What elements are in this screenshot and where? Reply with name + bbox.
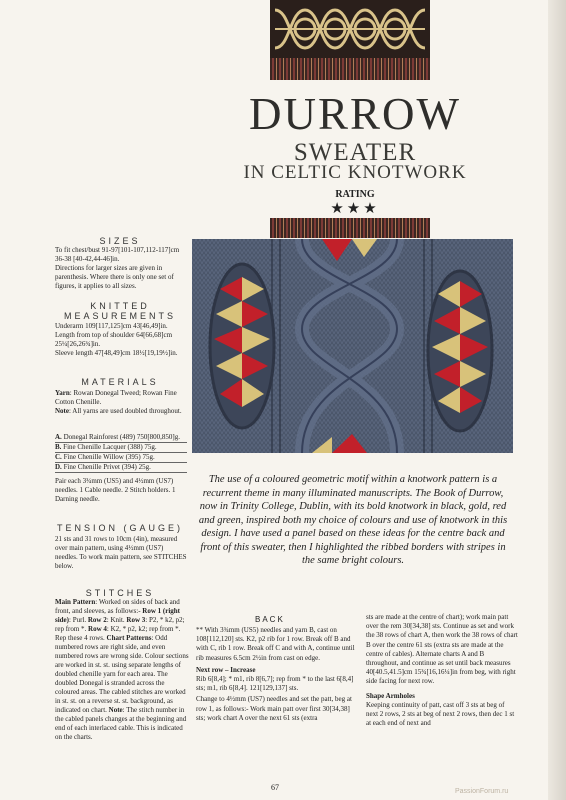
yarn-label: Yarn bbox=[55, 389, 70, 397]
yarn-row: C. Fine Chenille Willow (395) 75g. bbox=[55, 453, 187, 463]
yarn-row: D. Fine Chenille Privet (394) 25g. bbox=[55, 463, 187, 473]
back-paragraph-2: Rib 6[8,4]; * m1, rib 8[6,7]; rep from * to the last 6[8,4] sts; m1, rib 6[8,4]. 121[129,137] sts. bbox=[196, 675, 354, 693]
yarn-text: : Rowan Donegal Tweed; Rowan Fine Cotton Chenille. bbox=[55, 389, 177, 406]
next-row-increase-label: Next row – Increase bbox=[196, 665, 256, 674]
yarn-list bbox=[55, 433, 187, 473]
stitches-text: Main Pattern: Worked on sides of back and front, and sleeves, as follows:- Row 1 (right side): Purl. Row 2: Knit. Row 3: P2, * k2, p2; rep from *. Row 4: K2, * p2, k2; rep from *. Rep these 4 rows. Chart Patterns: Odd numbered rows are right side, and even numbered rows are wrong side. Colour sections are worked in st. st. using separate lengths of doubled chenille yarn for each area. The doubled Donegal is stranded across the coloured areas. The cabled stitches are worked in st. st. on a reverse st. st. background, as indicated on chart. Note: The stitch number in the cabled panels changes at the beginning and end of each interlaced cable. This is indicated on the charts. bbox=[55, 598, 189, 741]
yarn-row: B. Fine Chenille Lacquer (388) 75g. bbox=[55, 443, 187, 453]
sizes-heading: SIZES bbox=[99, 236, 141, 246]
rating-label: RATING bbox=[335, 189, 375, 200]
title-subtitle-2: IN CELTIC KNOTWORK bbox=[243, 162, 467, 183]
sizes-text bbox=[55, 246, 187, 291]
back-paragraph-3: Change to 4½mm (US7) needles and set the patt, beg at row 1, as follows:- Work main patt over first 30[34,38] sts; work chart A over the next 61 sts (extra bbox=[196, 695, 352, 722]
yarn-row: A. Donegal Rainforest (489) 750[800,850]g. bbox=[55, 433, 187, 443]
sizes-line-2: 36-38 [40-42,44-46]in. bbox=[55, 255, 120, 263]
shape-armholes-label: Shape Armholes bbox=[366, 691, 415, 700]
measurement-line-1: Underarm 109[117,125]cm 43[46,49]in. bbox=[55, 322, 168, 330]
stripe-border-top bbox=[270, 58, 430, 80]
page-number: 67 bbox=[271, 783, 279, 792]
rating-stars: ★★★ bbox=[330, 201, 380, 217]
stripe-border-bottom bbox=[270, 218, 430, 238]
sizes-line-1: To fit chest/bust 91-97[101-107,112-117]cm bbox=[55, 246, 180, 254]
knotwork-ornament bbox=[270, 0, 430, 58]
right-column-text bbox=[366, 613, 518, 728]
watermark: PassionForum.ru bbox=[455, 788, 509, 795]
page-title: DURROW bbox=[249, 89, 461, 139]
tension-text: 21 sts and 31 rows to 10cm (4in), measured over main pattern, using 4½mm (US7) needles. To work main pattern, see STITCHES below. bbox=[55, 535, 187, 570]
note-text: : All yarns are used doubled throughout. bbox=[69, 407, 182, 415]
measurements-text bbox=[55, 322, 187, 358]
measurements-heading-2: MEASUREMENTS bbox=[63, 311, 176, 321]
measurement-line-3: 25¼[26,26¾]in. bbox=[55, 340, 101, 348]
measurement-line-4: Sleeve length 47[48,49]cm 18½[19,19½]in. bbox=[55, 349, 178, 357]
materials-text bbox=[55, 389, 187, 416]
measurements-heading-1: KNITTED bbox=[90, 301, 150, 311]
right-paragraph-1: sts are made at the centre of chart); work main patt over the rem 30[34,38] sts. Continue as set and work the 38 rows of chart A, then work the 38 rows of chart B over the centre 61 sts (extra sts are made at the centre of cables). Alternate charts A and B throughout, and continue as set until back measures 40[40.5,41.5]cm 15¾[16,16¼]in from beg, with right side facing for next row. bbox=[366, 613, 518, 686]
sizes-line-3: Directions for larger sizes are given in parenthesis. Where there is only one set of figures, it applies to all sizes. bbox=[55, 264, 174, 290]
measurement-line-2: Length from top of shoulder 64[66,68]cm bbox=[55, 331, 173, 339]
sweater-photo bbox=[192, 239, 513, 453]
materials-heading: MATERIALS bbox=[81, 377, 159, 387]
note-label: Note bbox=[55, 407, 69, 415]
back-heading: BACK bbox=[255, 615, 285, 624]
tension-heading: TENSION (GAUGE) bbox=[56, 523, 183, 533]
back-paragraph-1: ** With 3¾mm (US5) needles and yarn B, cast on 108[112,120] sts. K2, p2 rib for 1 row. Break off B and with C, rib 1 row. Break off C and with A, continue until rib measures 6.5cm 2½in from cast on edge. bbox=[196, 626, 355, 662]
page-edge bbox=[548, 0, 566, 800]
right-paragraph-2: Keeping continuity of patt, cast off 3 sts at beg of next 2 rows, 2 sts at beg of next 2 rows, then dec 1 st at each end of next and bbox=[366, 700, 515, 728]
stitches-heading: STITCHES bbox=[85, 588, 155, 598]
photo-caption: The use of a coloured geometric motif within a knotwork pattern is a recurrent theme in many illuminated manuscripts. The Book of Durrow, now in Trinity College, Dublin, with its bold knotwork in black, gold, red and green, inspired both my choice of colours and use of knotwork in this design. I have used a panel based on these ideas for the centre back and front of this sweater, then I highlighted the ribbed borders with stripes in the same bright colours. bbox=[198, 474, 508, 566]
title-subtitle-1: SWEATER bbox=[293, 139, 417, 166]
back-text bbox=[196, 626, 358, 723]
needles-text: Pair each 3¾mm (US5) and 4½mm (US7) needles. 1 Cable needle. 2 Stitch holders. 1 Darning needle. bbox=[55, 477, 176, 503]
